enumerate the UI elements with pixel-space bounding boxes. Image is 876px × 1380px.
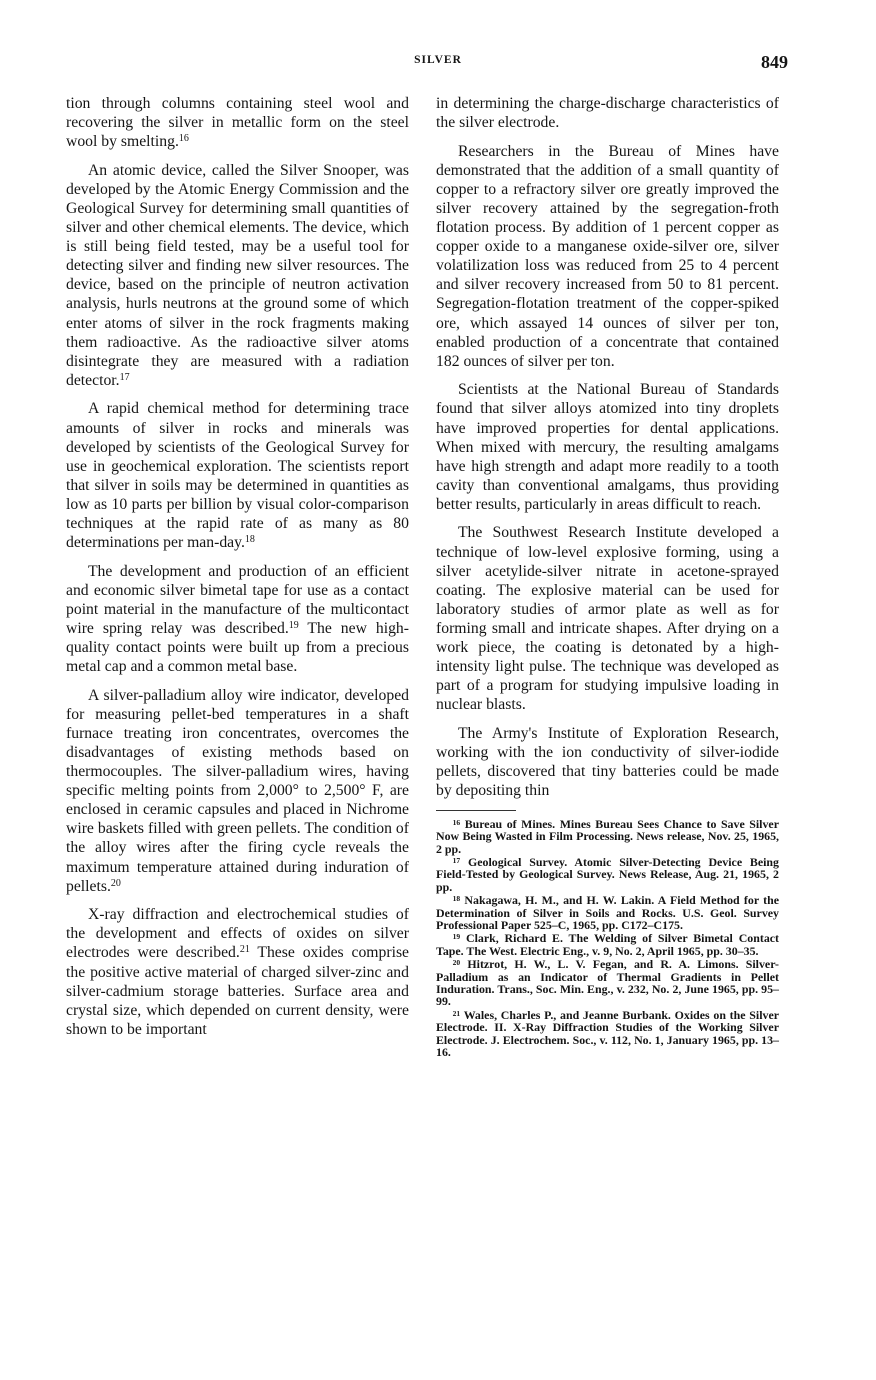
footnotes [436,818,779,1059]
footnote: $^{17}$ Geological Survey. Atomic Silver-Detecting Device Being Field-Tested by Geological Survey. News Release, Aug. 21, 1965, 2 pp. [436,855,779,894]
footnote-ref: 19 [288,619,299,631]
footnote-ref: 20 [110,877,121,889]
footnote-divider [436,810,516,811]
running-title: SILVER [414,54,462,66]
left-column [66,94,409,1048]
footnote: $^{19}$ Clark, Richard E. The Welding of Silver Bimetal Contact Tape. The West. Electric Eng., v. 9, No. 2, April 1965, pp. 30–35. [436,931,779,958]
paragraph: tion through columns containing steel wool and recovering the silver in metallic form on the steel wool by smelting.$^{16}$ [66,95,409,151]
paragraph: The Southwest Research Institute developed a technique of low-level explosive forming, using a silver acetylide-silver nitrate in acetone-sprayed coating. The explosive material can be used for laboratory studies of armor plate as well as for forming small and intricate shapes. After drying on a work piece, the coating is detonated by a high-intensity light pulse. The technique was developed as part of a program for studying impulsive loading in nuclear blasts. [436,524,779,714]
paragraph: in determining the charge-discharge characteristics of the silver electrode. [436,95,779,132]
right-column [436,94,779,1060]
footnote: $^{16}$ Bureau of Mines. Mines Bureau Sees Chance to Save Silver Now Being Wasted in Film Processing. News release, Nov. 25, 1965, 2 pp. [436,816,779,856]
paragraph: The Army's Institute of Exploration Research, working with the ion conductivity of silver-iodide pellets, discovered that tiny batteries could be made by depositing thin [436,724,779,800]
footnote-ref: 17 [119,371,130,383]
paragraph: An atomic device, called the Silver Snooper, was developed by the Atomic Energy Commission and the Geological Survey for determining small quantities of silver and other chemical elements. The device, which is still being field tested, may be a useful tool for detecting silver and finding new silver resources. The device, based on the principle of neutron activation analysis, hurls neutrons at the ground some of which enter atoms of silver in the rock fragments making them radioactive. As the radioactive silver atoms disintegrate they are measured with a radiation detector.$^{17}$ [66,161,409,389]
paragraph: The development and production of an efficient and economic silver bimetal tape for use as a contact point material in the manufacture of the multicontact wire spring relay was described.$^{19}$ The new high-quality contact points were built up from a precious metal cap and a common metal base. [66,562,410,676]
page-header [0,52,876,74]
footnote-ref: 16 [178,133,189,145]
paragraph: X-ray diffraction and electrochemical studies of the development and effects of oxides on silver electrodes were described.$^{21}$ These oxides comprise the positive active material of charged silver-zinc and silver-cadmium storage batteries. Surface area and crystal size, which depended on current density, were shown to be important [66,906,410,1038]
paragraph: Scientists at the National Bureau of Standards found that silver alloys atomized into tiny droplets have improved properties for dental applications. When mixed with mercury, the resulting amalgams have high strength and adapt more readily to a tooth cavity than conventional amalgams, thus providing better results, particularly in areas difficult to reach. [436,381,779,513]
footnote: $^{20}$ Hitzrot, H. W., L. V. Fegan, and R. A. Limons. Silver-Palladium as an Indicator of Thermal Gradients in Pellet Induration. Trans., Soc. Min. Eng., v. 232, No. 2, June 1965, pp. 95–99. [436,957,779,1009]
footnote: $^{21}$ Wales, Charles P., and Jeanne Burbank. Oxides on the Silver Electrode. II. X-Ray Diffraction Studies of the Working Silver Electrode. J. Electrochem. Soc., v. 112, No. 1, January 1965, pp. 13–16. [436,1007,779,1060]
paragraph: A silver-palladium alloy wire indicator, developed for measuring pellet-bed temperatures in a shaft furnace treating iron concentrates, overcomes the disadvantages of existing methods based on thermocouples. The silver-palladium wires, having specific melting points from 2,000° to 2,500° F, are enclosed in ceramic capsules and placed in Nichrome wire baskets filled with green pellets. The condition of the alloy wires after the firing cycle reveals the maximum temperature attained during induration of pellets.$^{20}$ [66,686,409,895]
footnote-ref: 18 [244,534,255,546]
paragraph: A rapid chemical method for determining trace amounts of silver in rocks and minerals was developed by scientists of the Geological Survey for use in geochemical exploration. The scientists report that silver in soils may be determined in quantities as low as 10 parts per billion by visual color-comparison techniques at the rapid rate of as many as 80 determinations per man-day.$^{18}$ [66,400,409,552]
footnote-ref: 21 [239,944,250,956]
paragraph: Researchers in the Bureau of Mines have demonstrated that the addition of a small quantity of copper to a refractory silver ore greatly improved the silver recovery attained by the segregation-froth flotation process. By addition of 1 percent copper as copper oxide to a manganese oxide-silver ore, silver volatilization loss was reduced from 25 to 4 percent and silver recovery increased from 50 to 81 percent. Segregation-flotation treatment of the copper-spiked ore, which assayed 14 ounces of silver per ton, enabled production of a concentrate that contained 182 ounces of silver per ton. [436,142,779,370]
page-number: 849 [761,52,788,72]
footnote: $^{18}$ Nakagawa, H. M., and H. W. Lakin. A Field Method for the Determination of Silver in Soils and Rocks. U.S. Geol. Survey Professional Paper 525–C, 1965, pp. C172–C175. [436,893,779,933]
